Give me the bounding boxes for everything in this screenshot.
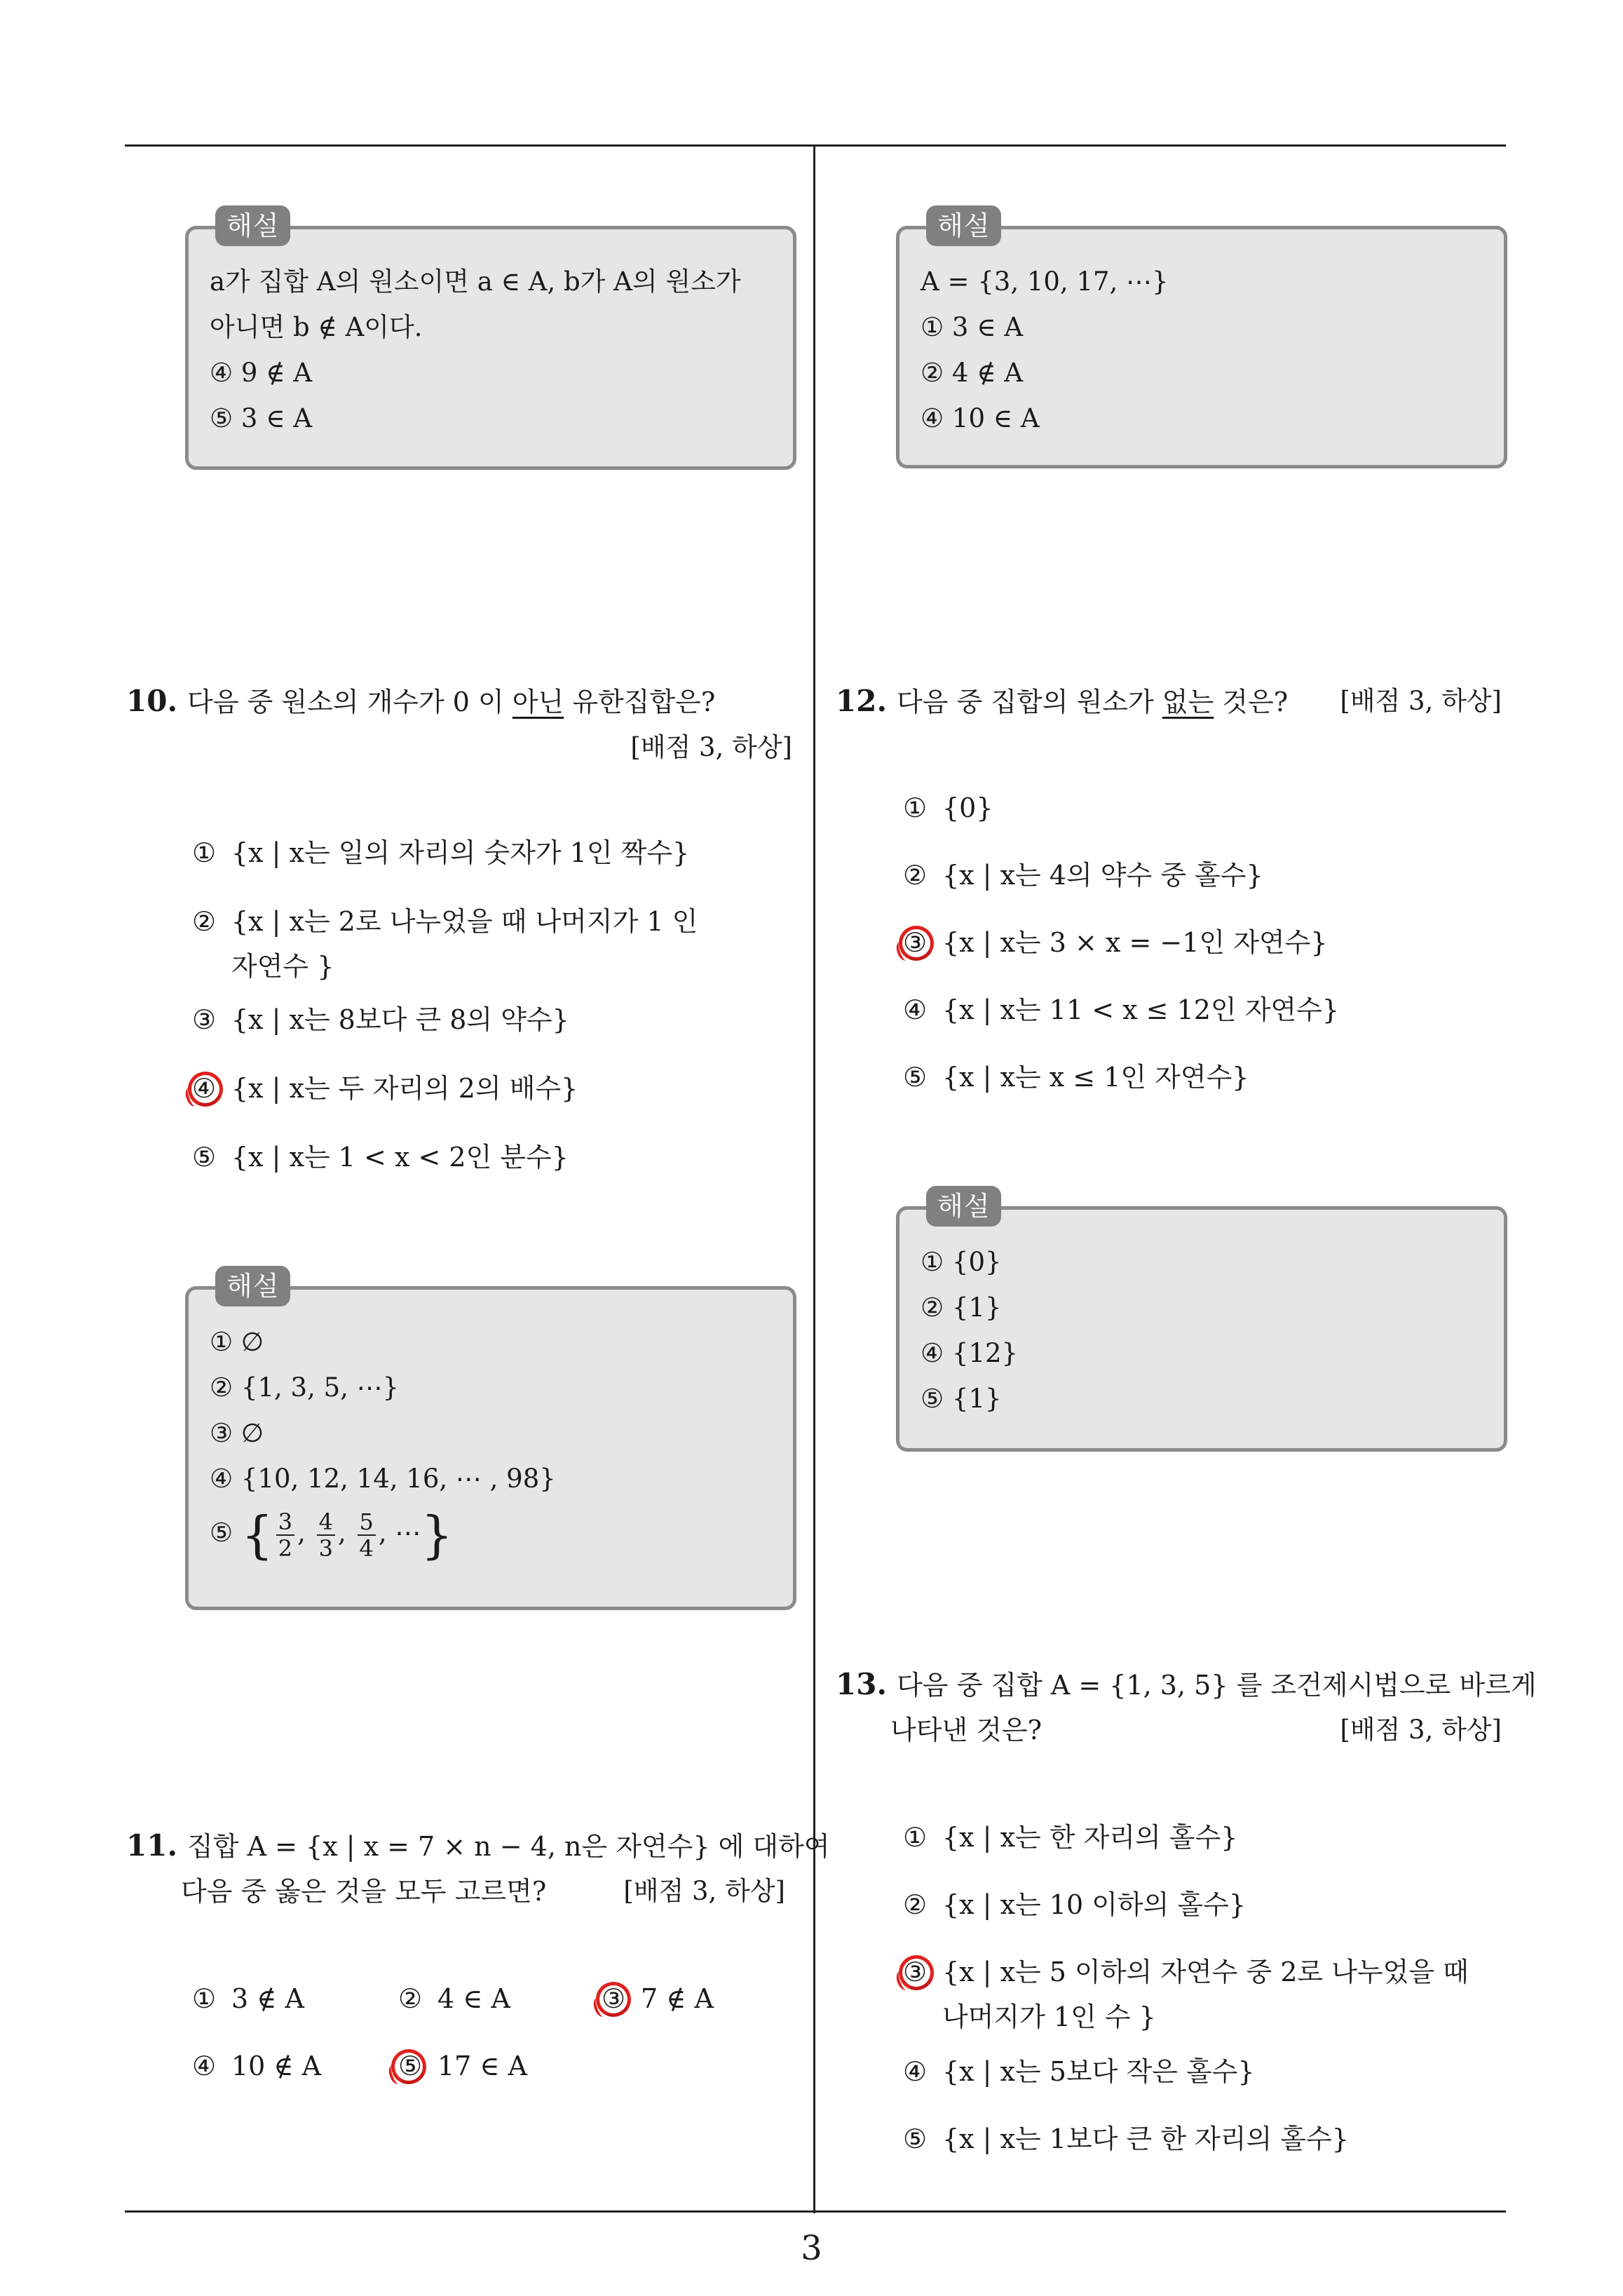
option-number: ① [192,837,217,868]
solution-line: ④ 9 ∉ A [210,358,313,388]
option-number: ⑤ [192,1142,217,1173]
option-q11-1[interactable] [192,1976,304,2021]
points-label: [배점 3, 하상] [1340,1715,1502,1745]
solution-box-11 [896,210,1507,468]
option-q11-3[interactable] [602,1976,714,2021]
solution-line: ② {1, 3, 5, ⋯} [210,1372,400,1403]
solution-line: a가 집합 A의 원소이면 a ∈ A, b가 A의 원소가 [210,266,741,297]
solution-line: A = {3, 10, 17, ⋯} [921,266,1169,297]
bottom-rule [125,2210,1506,2213]
column-divider [813,144,815,2213]
option-number: ③ [903,1957,928,1987]
option-q10-1[interactable] [192,830,689,875]
option-number: ④ [903,2056,928,2087]
option-q13-4[interactable] [903,2049,1255,2094]
question-number: 12. [836,684,888,718]
option-text: {0} [942,792,993,823]
option-text: {x | x는 x ≤ 1인 자연수} [942,1062,1249,1093]
option-q13-2[interactable] [903,1882,1246,1927]
option-text: 4 ∈ A [437,1983,510,2014]
solution-box-12 [896,1191,1507,1452]
option-q10-5[interactable] [192,1135,569,1180]
option-text: {x | x는 10 이하의 홀수} [942,1889,1247,1920]
option-q12-5[interactable] [903,1055,1249,1100]
solution-line: ① 3 ∈ A [921,312,1024,342]
solution-line: ④ {12} [921,1338,1019,1368]
option-text: 10 ∉ A [231,2051,322,2081]
option-text: {x | x는 2로 나누었을 때 나머지가 1 인 [231,906,698,937]
question-10 [126,679,792,770]
question-12 [836,679,1502,724]
option-text: {x | x는 3 × x = −1인 자연수} [942,927,1328,958]
solution-label: 해설 [215,205,290,246]
solution-line: ⑤ {1} [921,1384,1002,1414]
option-q10-4[interactable] [192,1066,578,1111]
option-number: ② [192,906,217,937]
option-number: ② [903,860,928,891]
option-q13-3[interactable] [903,1950,1469,2039]
solution-line: ② {1} [921,1292,1002,1323]
option-q13-1[interactable] [903,1815,1237,1860]
left-brace: { [240,1505,273,1565]
solution-line: ④ {10, 12, 14, 16, ⋯ , 98} [210,1464,556,1494]
option-number: ⑤ [903,2123,928,2154]
question-number: 11. [126,1828,178,1863]
question-11 [126,1823,830,1914]
option-text-continued: 나머지가 1인 수 } [942,2001,1156,2032]
option-number: ① [192,1983,217,2014]
question-number: 13. [836,1667,888,1701]
solution-box-10 [185,1271,796,1610]
option-number: ⑤ [903,1062,928,1093]
option-number: ④ [192,1073,217,1104]
question-text: 집합 A = {x | x = 7 × n − 4, n은 자연수} 에 대하여 [187,1831,830,1862]
option-number: ② [398,1983,423,2014]
solution-line: ① {0} [921,1247,1002,1277]
option-text: {x | x는 8보다 큰 8의 약수} [231,1004,569,1035]
solution-box-9 [185,210,796,470]
option-text: 7 ∉ A [641,1983,714,2014]
option-text: 3 ∉ A [231,1983,304,2014]
option-q10-2[interactable] [192,899,698,989]
top-rule [125,144,1506,147]
option-q10-3[interactable] [192,997,569,1042]
question-emphasis: 없는 [1162,687,1214,717]
question-text: 나타낸 것은? [890,1715,1042,1745]
question-text: 다음 중 집합 A = {1, 3, 5} 를 조건제시법으로 바르게 [897,1670,1537,1701]
solution-label: 해설 [926,1186,1001,1227]
fraction: $\frac{3}{2}$ [276,1509,294,1561]
option-number: ① [903,792,928,823]
option-q11-5[interactable] [398,2044,527,2088]
solution-line: ③ ∅ [210,1418,264,1448]
option-text: {x | x는 1 < x < 2인 분수} [231,1142,569,1173]
option-text: {x | x는 일의 자리의 숫자가 1인 짝수} [231,837,690,868]
solution-label: 해설 [215,1266,290,1306]
fraction: $\frac{5}{4}$ [358,1509,376,1561]
points-label: [배점 3, 하상] [623,1876,785,1906]
option-q11-4[interactable] [192,2044,321,2088]
option-text: {x | x는 5 이하의 자연수 중 2로 나누었을 때 [942,1957,1469,1987]
option-q12-2[interactable] [903,853,1263,898]
question-number: 10. [126,684,178,718]
question-emphasis: 아닌 [512,687,564,717]
option-number: ④ [903,994,928,1025]
solution-line: ⑤ 3 ∈ A [210,403,313,433]
solution-line-fractions: ⑤ { $\frac{3}{2}$ , $\frac{4}{3}$ , $\frac{5}{4}$ , ⋯} [210,1505,454,1565]
solution-line: ① ∅ [210,1327,264,1357]
option-text-continued: 자연수 } [231,951,334,982]
option-number: ③ [903,927,928,958]
option-text: {x | x는 한 자리의 홀수} [942,1822,1238,1853]
points-label: [배점 3, 하상] [630,732,792,762]
option-q12-1[interactable] [903,785,993,830]
option-q12-4[interactable] [903,987,1339,1032]
option-text: {x | x는 두 자리의 2의 배수} [231,1073,578,1104]
option-text: {x | x는 5보다 작은 홀수} [942,2056,1255,2087]
question-text: 다음 중 집합의 원소가 [897,687,1162,717]
option-text: 17 ∈ A [437,2051,528,2081]
points-label: [배점 3, 하상] [1340,686,1502,716]
option-text: {x | x는 11 < x ≤ 12인 자연수} [942,994,1340,1025]
fraction: $\frac{4}{3}$ [317,1509,335,1561]
option-number: ⑤ [398,2051,423,2081]
option-q13-5[interactable] [903,2116,1349,2161]
option-number: ③ [602,1983,626,2014]
ellipsis: ⋯ [395,1518,421,1548]
question-text: 다음 중 원소의 개수가 0 이 [187,687,512,717]
page-number: 3 [801,2229,822,2268]
option-number: ② [903,1889,928,1920]
solution-line: ② 4 ∉ A [921,358,1024,388]
question-text: 유한집합은? [564,687,716,717]
option-text: {x | x는 1보다 큰 한 자리의 홀수} [942,2123,1349,2154]
question-13 [836,1662,1537,1753]
right-brace: } [421,1505,454,1565]
option-number: ④ [192,2051,217,2081]
option-number: ① [903,1822,928,1853]
question-text: 것은? [1214,687,1289,717]
solution-label: 해설 [926,205,1001,246]
option-text: {x | x는 4의 약수 중 홀수} [942,860,1263,891]
solution-line: ④ 10 ∈ A [921,403,1040,433]
option-q12-3[interactable] [903,920,1328,965]
option-q11-2[interactable] [398,1976,510,2021]
solution-number: ⑤ [210,1518,233,1548]
question-text: 다음 중 옳은 것을 모두 고르면? [181,1876,547,1907]
solution-line: 아니면 b ∉ A이다. [210,312,423,342]
option-number: ③ [192,1004,217,1035]
